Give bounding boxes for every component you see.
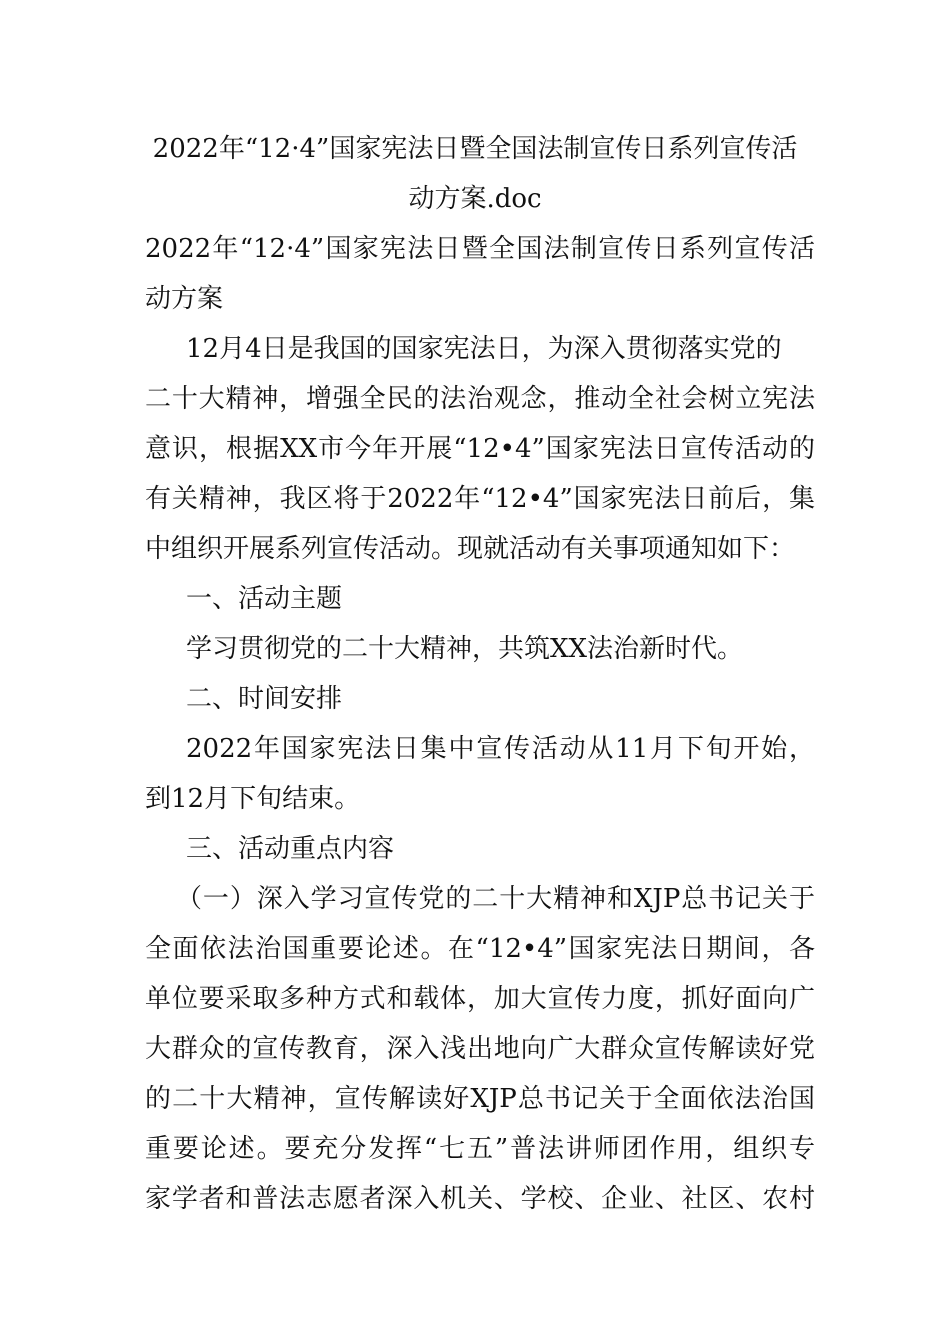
document-title-line-2: 动方案.doc bbox=[408, 184, 542, 214]
body-line-content-4: 大群众的宣传教育，深入浅出地向广大群众宣传解读好党 bbox=[145, 1034, 815, 1064]
body-line-4: 有关精神，我区将于2022年“12•4”国家宪法日前后，集 bbox=[145, 484, 815, 514]
section-heading-3: 三、活动重点内容 bbox=[186, 834, 395, 864]
document-title-line-1: 2022年“12·4”国家宪法日暨全国法制宣传日系列宣传活 bbox=[152, 134, 798, 164]
body-line-content-5: 的二十大精神，宣传解读好XJP总书记关于全面依法治国 bbox=[145, 1084, 815, 1114]
document-heading-line-1: 2022年“12·4”国家宪法日暨全国法制宣传日系列宣传活 bbox=[145, 234, 815, 264]
body-line-content-6: 重要论述。要充分发挥“七五”普法讲师团作用，组织专 bbox=[145, 1134, 815, 1164]
body-line-content-7: 家学者和普法志愿者深入机关、学校、企业、社区、农村 bbox=[145, 1184, 815, 1214]
body-line-content-2: 全面依法治国重要论述。在“12•4”国家宪法日期间，各 bbox=[145, 934, 815, 964]
body-line-5: 中组织开展系列宣传活动。现就活动有关事项通知如下： bbox=[145, 534, 796, 564]
body-line-2: 二十大精神，增强全民的法治观念，推动全社会树立宪法 bbox=[145, 384, 815, 414]
document-heading-line-2: 动方案 bbox=[145, 284, 224, 314]
body-line-1: 12月4日是我国的国家宪法日，为深入贯彻落实党的 bbox=[186, 334, 782, 364]
body-line-theme: 学习贯彻党的二十大精神，共筑XX法治新时代。 bbox=[186, 634, 744, 664]
body-line-content-1: （一）深入学习宣传党的二十大精神和XJP总书记关于 bbox=[176, 884, 815, 914]
body-line-schedule-2: 到12月下旬结束。 bbox=[145, 784, 361, 814]
body-line-content-3: 单位要采取多种方式和载体，加大宣传力度，抓好面向广 bbox=[145, 984, 815, 1014]
section-heading-1: 一、活动主题 bbox=[186, 584, 343, 614]
body-line-schedule-1: 2022年国家宪法日集中宣传活动从11月下旬开始， bbox=[186, 734, 815, 764]
body-line-3: 意识，根据XX市今年开展“12•4”国家宪法日宣传活动的 bbox=[145, 434, 815, 464]
section-heading-2: 二、时间安排 bbox=[186, 684, 343, 714]
